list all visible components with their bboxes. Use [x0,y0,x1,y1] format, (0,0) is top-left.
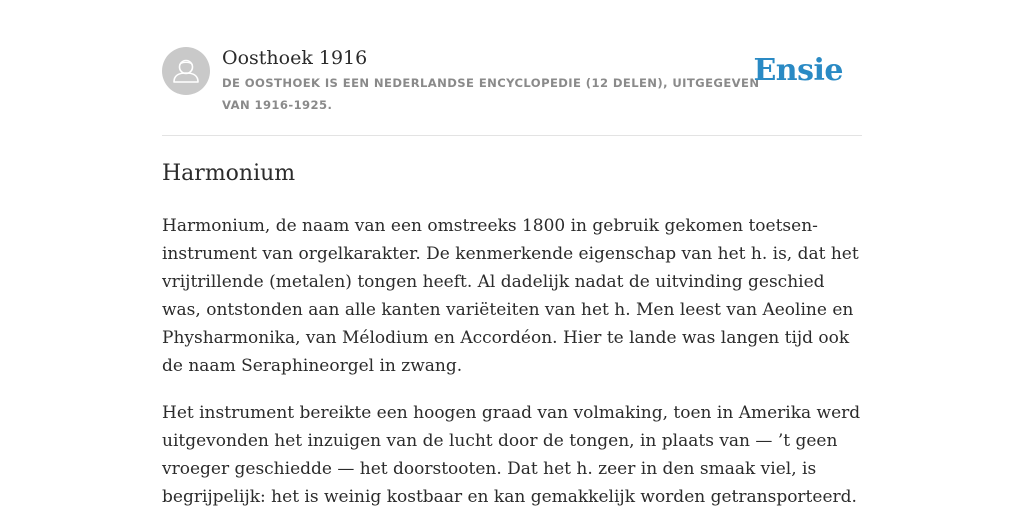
header-divider [162,135,862,136]
brand-logo[interactable]: Ensie [753,53,843,88]
source-title[interactable]: Oosthoek 1916 [222,47,368,69]
user-icon [162,47,210,95]
article-paragraph: Harmonium, de naam van een omstreeks 1800 in gebruik gekomen toetsen-instrument van orgelkarakter. De kenmerkende eigenschap van het h. is, dat het vrijtrillende (metalen) tongen heeft. Al dadelijk nadat de uitvinding geschied was, ontstonden aan alle kanten variëteiten van het h. Men leest van Aeoline en Physharmonika, van Mélodium en Accordéon. Hier te lande was langen tijd ook de naam Seraphineorgel in zwang. [162,216,859,376]
article-headword: Harmonium [162,161,296,186]
article-paragraph: Het instrument bereikte een hoogen graad van volmaking, toen in Amerika werd uitgevonden het inzuigen van de lucht door de tongen, in plaats van — ’t geen vroeger geschiedde — het doorstooten. Dat het h. zeer in den smaak viel, is begrijpelijk: het is weinig kostbaar en kan gemakkelijk worden getransporteerd. [162,403,861,507]
source-header [162,46,862,116]
article-body [162,212,862,512]
source-description: DE OOSTHOEK IS EEN NEDERLANDSE ENCYCLOPEDIE (12 DELEN), UITGEGEVEN VAN 1916-1925. [222,76,760,112]
avatar[interactable] [162,47,210,95]
